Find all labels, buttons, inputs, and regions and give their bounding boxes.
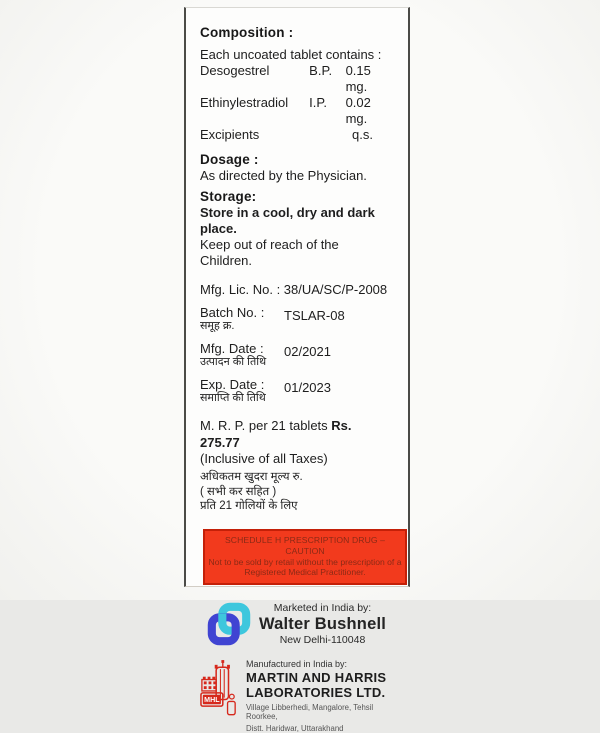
composition-row bbox=[200, 63, 394, 95]
dosage-text: As directed by the Physician. bbox=[200, 168, 394, 184]
batch-label-en: Batch No. : bbox=[200, 306, 284, 320]
batch-label bbox=[200, 306, 284, 333]
exp-date-label bbox=[200, 378, 284, 405]
storage-line1: Store in a cool, dry and dark place. bbox=[200, 205, 394, 237]
manufactured-by-text bbox=[246, 658, 394, 733]
exp-date-label-en: Exp. Date : bbox=[200, 378, 284, 392]
pharmacopoeia bbox=[314, 127, 352, 143]
manufacturer-address-line1: Village Libberhedi, Mangalore, Tehsil Roorkee, bbox=[246, 703, 394, 722]
marketed-by-section bbox=[200, 602, 394, 647]
exp-date-label-hi: समाप्ति की तिथि bbox=[200, 392, 284, 405]
marketed-in-india-by: Marketed in India by: bbox=[259, 602, 386, 615]
mhl-castle-logo-icon bbox=[200, 658, 238, 722]
manufacturer-name-line1: MARTIN AND HARRIS bbox=[246, 670, 394, 686]
mrp-hindi-3: प्रति 21 गोलियों के लिए bbox=[200, 499, 394, 514]
ingredient-amount: 0.02 mg. bbox=[346, 95, 394, 127]
ingredient-name: Ethinylestradiol bbox=[200, 95, 309, 127]
mrp-line bbox=[200, 417, 394, 451]
ingredient-amount: q.s. bbox=[352, 127, 373, 143]
manufacturer-address-line2: Distt. Haridwar, Uttarakhand bbox=[246, 724, 394, 733]
mfg-licence-number: Mfg. Lic. No. : 38/UA/SC/P-2008 bbox=[200, 282, 394, 297]
dosage-heading: Dosage : bbox=[200, 151, 394, 168]
storage-line2: Keep out of reach of the Children. bbox=[200, 237, 394, 269]
marketer-name: Walter Bushnell bbox=[259, 615, 386, 634]
mrp-prefix: M. R. P. per 21 tablets bbox=[200, 418, 331, 433]
manufacturer-name-line2: LABORATORIES LTD. bbox=[246, 685, 394, 701]
mrp-hindi-2: ( सभी कर सहित ) bbox=[200, 485, 394, 500]
mfg-date-label bbox=[200, 342, 284, 369]
batch-label-hi: समूह क्र. bbox=[200, 320, 284, 333]
caution-line-1: SCHEDULE H PRESCRIPTION DRUG – CAUTION bbox=[206, 535, 404, 557]
storage-heading: Storage: bbox=[200, 188, 394, 205]
mfg-date-label-hi: उत्पादन की तिथि bbox=[200, 356, 284, 369]
pharmacopoeia: B.P. bbox=[309, 63, 345, 95]
composition-subheading: Each uncoated tablet contains : bbox=[200, 47, 394, 63]
caution-line-2: Not to be sold by retail without the prescription of a bbox=[206, 557, 404, 568]
mfg-date-value: 02/2021 bbox=[284, 342, 331, 359]
ingredient-name: Desogestrel bbox=[200, 63, 309, 95]
pharmacopoeia: I.P. bbox=[309, 95, 345, 127]
ingredient-name: Excipients bbox=[200, 127, 314, 143]
mrp-hindi-1: अधिकतम खुदरा मूल्य रु. bbox=[200, 470, 394, 485]
walter-bushnell-logo-icon bbox=[208, 603, 250, 645]
composition-row bbox=[200, 127, 394, 143]
composition-heading: Composition : bbox=[200, 24, 394, 41]
composition-row bbox=[200, 95, 394, 127]
caution-line-3: Registered Medical Practitioner. bbox=[206, 567, 404, 578]
marketer-city: New Delhi-110048 bbox=[259, 634, 386, 647]
label-content bbox=[186, 8, 408, 733]
mfg-date-row bbox=[200, 342, 394, 369]
manufactured-in-india-by: Manufactured in India by: bbox=[246, 658, 394, 670]
manufactured-by-section bbox=[200, 658, 394, 733]
mrp-taxes-line: (Inclusive of all Taxes) bbox=[200, 451, 394, 467]
batch-row bbox=[200, 306, 394, 333]
medicine-carton-back-panel bbox=[184, 7, 410, 587]
exp-date-row bbox=[200, 378, 394, 405]
mhl-logo-text: MHL bbox=[204, 696, 220, 704]
mfg-date-label-en: Mfg. Date : bbox=[200, 342, 284, 356]
marketed-by-text bbox=[259, 602, 386, 647]
mrp-price: Rs. 275.77 bbox=[200, 418, 352, 450]
ingredient-amount: 0.15 mg. bbox=[346, 63, 394, 95]
batch-number-value: TSLAR-08 bbox=[284, 306, 345, 323]
exp-date-value: 01/2023 bbox=[284, 378, 331, 395]
schedule-h-caution-box bbox=[203, 529, 407, 585]
